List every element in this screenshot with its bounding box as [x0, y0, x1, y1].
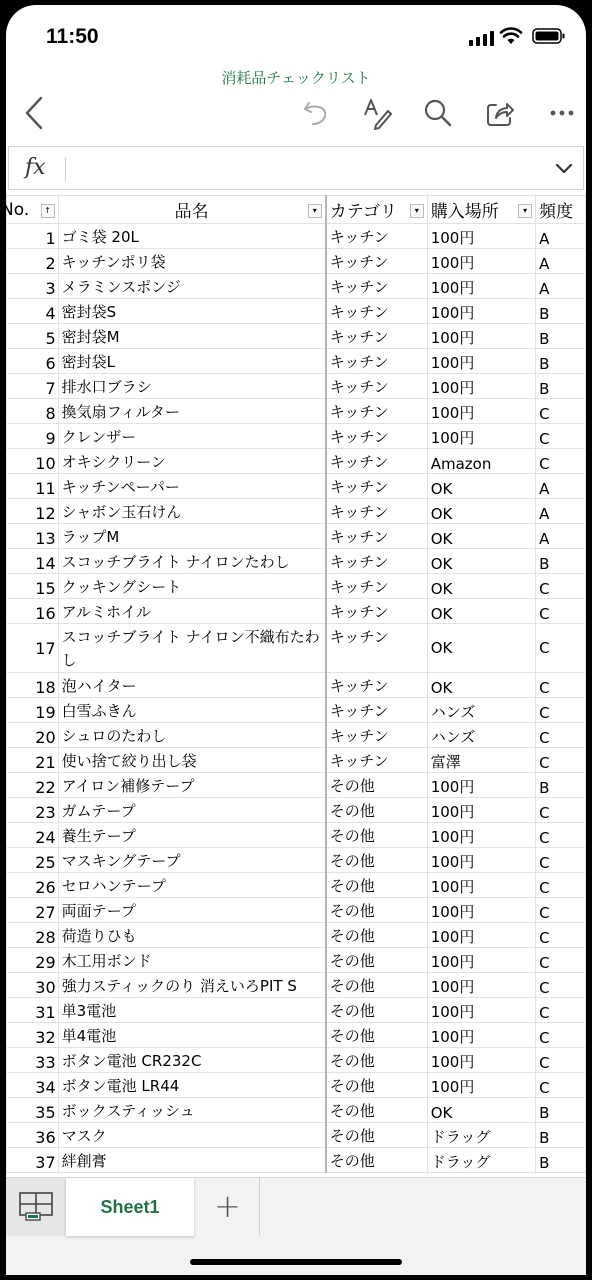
cell-category[interactable]: キッチン [326, 424, 428, 449]
table-row[interactable] [7, 898, 586, 923]
cell-frequency[interactable]: A [536, 249, 586, 274]
cell-frequency[interactable]: C [536, 599, 586, 624]
phone-screen [1, 5, 586, 1275]
table-row[interactable] [7, 474, 586, 499]
cell-frequency[interactable]: A [536, 274, 586, 299]
cell-place[interactable]: 100円 [427, 374, 535, 399]
formula-bar[interactable] [8, 146, 584, 190]
table-row[interactable] [7, 798, 586, 823]
table-row[interactable] [7, 324, 586, 349]
cell-name[interactable]: オキシクリーン [58, 449, 326, 474]
cell-place[interactable]: 100円 [427, 848, 535, 873]
sheet-overview-button[interactable] [6, 1178, 66, 1236]
cell-category[interactable]: その他 [326, 948, 428, 973]
cellular-signal-icon [469, 30, 494, 46]
fx-label: fx [25, 155, 46, 180]
cell-frequency[interactable]: C [536, 898, 586, 923]
row-number[interactable]: 5 [7, 324, 59, 349]
cell-name[interactable]: マスキングテープ [58, 848, 326, 873]
table-row[interactable] [7, 748, 586, 773]
cell-name[interactable]: 密封袋L [58, 349, 326, 374]
cell-place[interactable]: 100円 [427, 823, 535, 848]
cell-frequency[interactable]: B [536, 773, 586, 798]
header-name[interactable] [58, 196, 326, 224]
cell-category[interactable]: その他 [326, 898, 428, 923]
cell-name[interactable]: キッチンポリ袋 [58, 249, 326, 274]
cell-category[interactable]: その他 [326, 1073, 428, 1098]
cell-name[interactable]: 泡ハイター [58, 673, 326, 698]
cell-frequency[interactable]: B [536, 324, 586, 349]
cell-frequency[interactable]: B [536, 299, 586, 324]
cell-category[interactable]: キッチン [326, 399, 428, 424]
cell-category[interactable]: キッチン [326, 624, 428, 673]
cell-name[interactable]: シュロのたわし [58, 723, 326, 748]
status-time: 11:50 [46, 25, 99, 48]
cell-place[interactable]: 100円 [427, 1073, 535, 1098]
cell-category[interactable]: その他 [326, 923, 428, 948]
row-number[interactable]: 18 [7, 673, 59, 698]
cell-category[interactable]: キッチン [326, 599, 428, 624]
header-category-label: カテゴリ [329, 202, 398, 222]
cell-name[interactable]: スコッチブライト ナイロンたわし [58, 549, 326, 574]
more-button[interactable] [544, 93, 580, 133]
row-number[interactable]: 19 [7, 698, 59, 723]
cell-place[interactable]: 100円 [427, 324, 535, 349]
cell-place[interactable]: OK [427, 1098, 535, 1123]
cell-category[interactable]: その他 [326, 1023, 428, 1048]
table-row[interactable] [7, 424, 586, 449]
filter-dropdown-icon[interactable]: ▾ [518, 204, 532, 218]
cell-name[interactable]: 両面テープ [58, 898, 326, 923]
cell-category[interactable]: キッチン [326, 474, 428, 499]
table-row[interactable] [7, 224, 586, 249]
row-number[interactable]: 11 [7, 474, 59, 499]
cell-frequency[interactable]: B [536, 349, 586, 374]
row-number[interactable]: 17 [7, 624, 59, 673]
row-number[interactable]: 9 [7, 424, 59, 449]
header-no-label: No. [1, 199, 30, 220]
search-button[interactable] [420, 93, 456, 133]
cell-name[interactable]: 白雪ふきん [58, 698, 326, 723]
header-place[interactable] [427, 196, 535, 224]
cell-place[interactable]: 富澤 [427, 748, 535, 773]
cell-place[interactable]: Amazon [427, 449, 535, 474]
row-number[interactable]: 20 [7, 723, 59, 748]
cell-name[interactable]: クッキングシート [58, 574, 326, 599]
table-row[interactable] [7, 399, 586, 424]
row-number[interactable]: 34 [7, 1073, 59, 1098]
row-number[interactable]: 23 [7, 798, 59, 823]
share-button[interactable] [482, 93, 518, 133]
cell-name[interactable]: アルミホイル [58, 599, 326, 624]
cell-category[interactable]: その他 [326, 773, 428, 798]
row-number[interactable]: 21 [7, 748, 59, 773]
header-place-label: 購入場所 [430, 202, 499, 222]
cell-place[interactable]: 100円 [427, 299, 535, 324]
document-title[interactable]: 消耗品チェックリスト [221, 69, 371, 87]
table-row[interactable] [7, 1048, 586, 1073]
cell-frequency[interactable]: C [536, 798, 586, 823]
cell-place[interactable]: OK [427, 624, 535, 673]
back-button[interactable] [16, 93, 52, 133]
cell-name[interactable]: スコッチブライト ナイロン不織布たわし [58, 624, 326, 673]
cell-name[interactable]: 換気扇フィルター [58, 399, 326, 424]
row-number[interactable]: 32 [7, 1023, 59, 1048]
cell-name[interactable]: アイロン補修テープ [58, 773, 326, 798]
grid-view-icon [19, 1192, 53, 1222]
cell-frequency[interactable]: C [536, 574, 586, 599]
battery-icon [532, 28, 566, 44]
cell-category[interactable]: その他 [326, 823, 428, 848]
table-row[interactable] [7, 449, 586, 474]
cell-frequency[interactable]: B [536, 1148, 586, 1173]
cell-frequency[interactable]: A [536, 499, 586, 524]
cell-place[interactable]: 100円 [427, 1048, 535, 1073]
cell-category[interactable]: キッチン [326, 224, 428, 249]
cell-place[interactable]: ハンズ [427, 723, 535, 748]
cell-frequency[interactable]: C [536, 998, 586, 1023]
sheet-tab-bar [6, 1177, 586, 1275]
cell-name[interactable]: セロハンテープ [58, 873, 326, 898]
chevron-down-icon[interactable] [553, 157, 575, 179]
filter-dropdown-icon[interactable]: ▾ [308, 204, 322, 218]
table-row[interactable] [7, 923, 586, 948]
cell-category[interactable]: その他 [326, 998, 428, 1023]
cell-category[interactable]: キッチン [326, 723, 428, 748]
row-number[interactable]: 2 [7, 249, 59, 274]
cell-place[interactable]: 100円 [427, 224, 535, 249]
cell-category[interactable]: キッチン [326, 324, 428, 349]
cell-place[interactable]: 100円 [427, 873, 535, 898]
header-name-label: 品名 [174, 202, 209, 222]
cell-place[interactable]: 100円 [427, 998, 535, 1023]
share-icon [485, 98, 515, 128]
search-icon [423, 98, 453, 128]
cell-name[interactable]: クレンザー [58, 424, 326, 449]
spreadsheet-grid[interactable] [1, 195, 586, 1177]
row-number[interactable]: 13 [7, 524, 59, 549]
header-freq-label: 頻度 [539, 202, 574, 222]
cell-place[interactable]: OK [427, 474, 535, 499]
table-row[interactable] [7, 299, 586, 324]
cell-category[interactable]: その他 [326, 848, 428, 873]
row-number[interactable]: 7 [7, 374, 59, 399]
cell-place[interactable]: 100円 [427, 274, 535, 299]
status-bar [6, 5, 586, 67]
cell-name[interactable]: 使い捨て絞り出し袋 [58, 748, 326, 773]
cell-name[interactable]: ボタン電池 CR232C [58, 1048, 326, 1073]
table-row[interactable] [7, 973, 586, 998]
cell-frequency[interactable]: B [536, 374, 586, 399]
table-row[interactable] [7, 499, 586, 524]
cell-frequency[interactable]: C [536, 848, 586, 873]
row-number[interactable]: 35 [7, 1098, 59, 1123]
table-row[interactable] [7, 374, 586, 399]
cell-name[interactable]: 排水口ブラシ [58, 374, 326, 399]
data-table [1, 195, 586, 1173]
home-indicator [190, 1259, 402, 1265]
cell-category[interactable]: キッチン [326, 748, 428, 773]
row-number[interactable]: 28 [7, 923, 59, 948]
cell-category[interactable]: その他 [326, 1048, 428, 1073]
cell-frequency[interactable]: C [536, 449, 586, 474]
row-number[interactable]: 6 [7, 349, 59, 374]
table-row[interactable] [7, 723, 586, 748]
cell-name[interactable]: ラップM [58, 524, 326, 549]
table-row[interactable] [7, 698, 586, 723]
cell-frequency[interactable]: C [536, 973, 586, 998]
row-number[interactable]: 25 [7, 848, 59, 873]
header-no[interactable] [1, 196, 59, 224]
cell-name[interactable]: 荷造りひも [58, 923, 326, 948]
cell-place[interactable]: OK [427, 599, 535, 624]
table-row[interactable] [7, 574, 586, 599]
filter-dropdown-icon[interactable]: ▾ [410, 204, 424, 218]
cell-frequency[interactable]: C [536, 424, 586, 449]
cell-place[interactable]: 100円 [427, 973, 535, 998]
row-number[interactable]: 29 [7, 948, 59, 973]
header-category[interactable] [326, 196, 428, 224]
table-row[interactable] [7, 873, 586, 898]
cell-name[interactable]: 密封袋S [58, 299, 326, 324]
row-number[interactable]: 3 [7, 274, 59, 299]
row-number[interactable]: 26 [7, 873, 59, 898]
cell-category[interactable]: キッチン [326, 673, 428, 698]
cell-category[interactable]: キッチン [326, 698, 428, 723]
cell-frequency[interactable]: B [536, 1123, 586, 1148]
cell-category[interactable]: キッチン [326, 549, 428, 574]
sort-ascending-icon[interactable]: ↑ [41, 204, 55, 218]
cell-name[interactable]: ボタン電池 LR44 [58, 1073, 326, 1098]
cell-frequency[interactable]: C [536, 1048, 586, 1073]
cell-frequency[interactable]: C [536, 723, 586, 748]
table-row[interactable] [7, 599, 586, 624]
cell-name[interactable]: マスク [58, 1123, 326, 1148]
cell-frequency[interactable]: B [536, 549, 586, 574]
cell-place[interactable]: 100円 [427, 898, 535, 923]
tab-sheet1[interactable]: Sheet1 [66, 1178, 194, 1236]
cell-category[interactable]: キッチン [326, 524, 428, 549]
cell-frequency[interactable]: C [536, 823, 586, 848]
cell-category[interactable]: キッチン [326, 349, 428, 374]
cell-category[interactable]: その他 [326, 1098, 428, 1123]
cell-place[interactable]: 100円 [427, 1023, 535, 1048]
row-number[interactable]: 22 [7, 773, 59, 798]
table-row[interactable] [7, 624, 586, 673]
cell-category[interactable]: キッチン [326, 574, 428, 599]
table-row[interactable] [7, 549, 586, 574]
cell-category[interactable]: キッチン [326, 299, 428, 324]
cell-place[interactable]: ドラッグ [427, 1123, 535, 1148]
table-row[interactable] [7, 1023, 586, 1048]
cell-frequency[interactable]: B [536, 1098, 586, 1123]
cell-category[interactable]: キッチン [326, 249, 428, 274]
table-row[interactable] [7, 1073, 586, 1098]
undo-button[interactable] [298, 93, 334, 133]
header-freq[interactable] [536, 196, 586, 224]
cell-place[interactable]: OK [427, 499, 535, 524]
cell-frequency[interactable]: A [536, 524, 586, 549]
more-icon [549, 109, 575, 117]
row-number[interactable]: 16 [7, 599, 59, 624]
toolbar [6, 93, 586, 135]
cell-name[interactable]: 単3電池 [58, 998, 326, 1023]
cell-place[interactable]: 100円 [427, 923, 535, 948]
row-number[interactable]: 37 [7, 1148, 59, 1173]
undo-icon [301, 98, 331, 128]
cell-name[interactable]: ゴミ袋 20L [58, 224, 326, 249]
row-number[interactable]: 30 [7, 973, 59, 998]
cell-frequency[interactable]: C [536, 948, 586, 973]
cell-name[interactable]: ガムテープ [58, 798, 326, 823]
row-number[interactable]: 10 [7, 449, 59, 474]
table-row[interactable] [7, 773, 586, 798]
cell-category[interactable]: その他 [326, 873, 428, 898]
cell-name[interactable]: 養生テープ [58, 823, 326, 848]
text-format-pen-icon [362, 97, 394, 129]
table-row[interactable] [7, 1148, 586, 1173]
cell-place[interactable]: 100円 [427, 773, 535, 798]
cell-category[interactable]: キッチン [326, 274, 428, 299]
chevron-left-icon [23, 96, 45, 130]
cell-frequency[interactable]: C [536, 748, 586, 773]
table-row[interactable] [7, 249, 586, 274]
row-number[interactable]: 1 [7, 224, 59, 249]
cell-frequency[interactable]: C [536, 673, 586, 698]
cell-place[interactable]: 100円 [427, 349, 535, 374]
table-row[interactable] [7, 1123, 586, 1148]
row-number[interactable]: 36 [7, 1123, 59, 1148]
table-row[interactable] [7, 524, 586, 549]
format-text-button[interactable] [360, 93, 396, 133]
cell-category[interactable]: その他 [326, 1123, 428, 1148]
cell-place[interactable]: 100円 [427, 399, 535, 424]
cell-name[interactable]: ボックスティッシュ [58, 1098, 326, 1123]
cell-place[interactable]: 100円 [427, 798, 535, 823]
cell-category[interactable]: その他 [326, 973, 428, 998]
cell-frequency[interactable]: A [536, 474, 586, 499]
cell-place[interactable]: 100円 [427, 249, 535, 274]
cell-name[interactable]: キッチンペーパー [58, 474, 326, 499]
table-row[interactable] [7, 823, 586, 848]
cell-place[interactable]: OK [427, 524, 535, 549]
table-row[interactable] [7, 848, 586, 873]
row-number[interactable]: 8 [7, 399, 59, 424]
cell-place[interactable]: 100円 [427, 948, 535, 973]
cell-name[interactable]: 絆創膏 [58, 1148, 326, 1173]
cell-place[interactable]: ハンズ [427, 698, 535, 723]
cell-frequency[interactable]: C [536, 923, 586, 948]
row-number[interactable]: 24 [7, 823, 59, 848]
row-number[interactable]: 31 [7, 998, 59, 1023]
cell-name[interactable]: メラミンスポンジ [58, 274, 326, 299]
cell-frequency[interactable]: C [536, 698, 586, 723]
cell-category[interactable]: その他 [326, 798, 428, 823]
cell-place[interactable]: OK [427, 549, 535, 574]
wifi-icon [500, 27, 522, 45]
table-row[interactable] [7, 998, 586, 1023]
table-row[interactable] [7, 1098, 586, 1123]
cell-name[interactable]: シャボン玉石けん [58, 499, 326, 524]
cell-frequency[interactable]: C [536, 624, 586, 673]
cell-place[interactable]: OK [427, 673, 535, 698]
cell-name[interactable]: 強力スティックのり 消えいろPIT S [58, 973, 326, 998]
table-row[interactable] [7, 274, 586, 299]
cell-frequency[interactable]: C [536, 1023, 586, 1048]
formula-divider [65, 157, 66, 181]
cell-category[interactable]: キッチン [326, 374, 428, 399]
row-number[interactable]: 12 [7, 499, 59, 524]
table-row[interactable] [7, 673, 586, 698]
cell-name[interactable]: 密封袋M [58, 324, 326, 349]
row-number[interactable]: 15 [7, 574, 59, 599]
cell-place[interactable]: 100円 [427, 424, 535, 449]
cell-frequency[interactable]: C [536, 873, 586, 898]
add-sheet-button[interactable]: + [196, 1178, 260, 1236]
row-number[interactable]: 33 [7, 1048, 59, 1073]
row-number[interactable]: 4 [7, 299, 59, 324]
cell-place[interactable]: OK [427, 574, 535, 599]
cell-name[interactable]: 木工用ボンド [58, 948, 326, 973]
cell-category[interactable]: キッチン [326, 499, 428, 524]
table-row[interactable] [7, 948, 586, 973]
cell-place[interactable]: ドラッグ [427, 1148, 535, 1173]
header-row [7, 196, 586, 224]
row-number[interactable]: 14 [7, 549, 59, 574]
table-body [7, 224, 586, 1173]
table-row[interactable] [7, 349, 586, 374]
cell-frequency[interactable]: A [536, 224, 586, 249]
cell-frequency[interactable]: C [536, 399, 586, 424]
row-number[interactable]: 27 [7, 898, 59, 923]
cell-frequency[interactable]: C [536, 1073, 586, 1098]
cell-category[interactable]: キッチン [326, 449, 428, 474]
cell-name[interactable]: 単4電池 [58, 1023, 326, 1048]
cell-category[interactable]: その他 [326, 1148, 428, 1173]
